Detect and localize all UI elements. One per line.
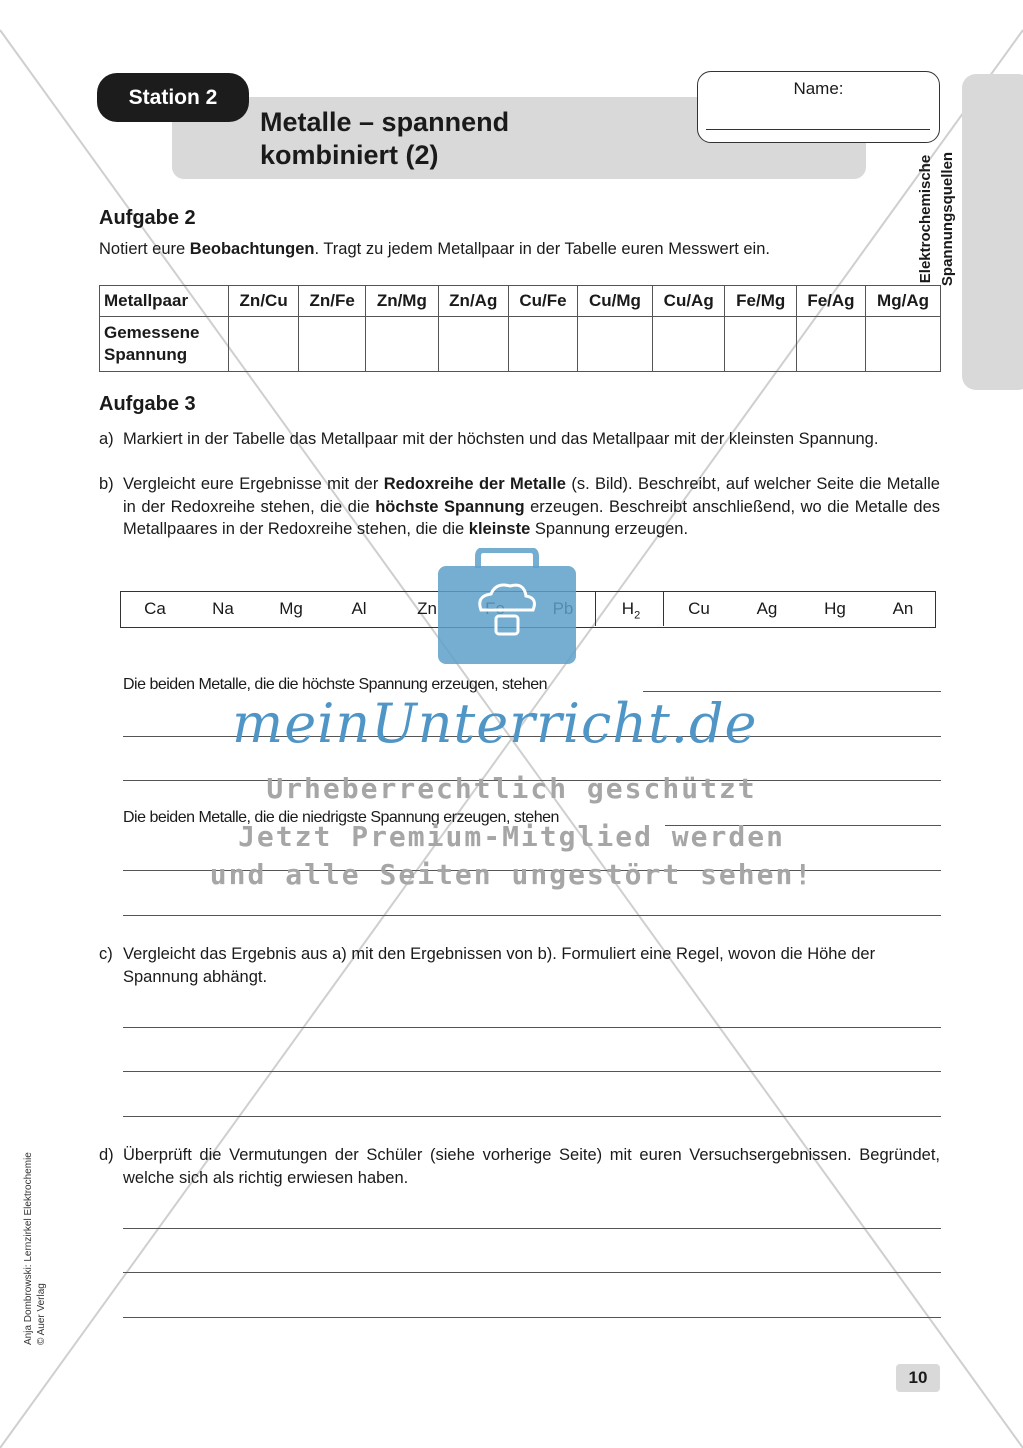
table-cell-pair: Cu/Mg: [578, 286, 653, 317]
task-a-text: Markiert in der Tabelle das Metallpaar mit der höchsten und das Metallpaar mit der kleinsten Spannung.: [123, 430, 879, 448]
task-b-label: b): [99, 475, 114, 493]
answer-line[interactable]: [123, 915, 941, 916]
redox-element: Zn: [417, 599, 437, 618]
voltage-input-cell[interactable]: [299, 317, 366, 372]
redox-element: An: [892, 599, 914, 618]
redox-element: Na: [212, 599, 234, 618]
measurement-table: [99, 285, 941, 372]
table-header-spannung: Gemessene Spannung: [100, 317, 229, 372]
heading-aufgabe-2: Aufgabe 2: [99, 207, 196, 229]
table-cell-pair: Zn/Ag: [438, 286, 508, 317]
voltage-input-cell[interactable]: [508, 317, 577, 372]
name-field[interactable]: [706, 129, 930, 130]
answer-line[interactable]: [123, 1317, 941, 1318]
voltage-input-cell[interactable]: [725, 317, 796, 372]
watermark-logo: meinUnterricht.de: [232, 692, 758, 755]
briefcase-icon: [436, 548, 578, 666]
prompt-highest-voltage: Die beiden Metalle, die die höchste Spannung erzeugen, stehen: [123, 676, 548, 693]
answer-line[interactable]: [123, 1272, 941, 1273]
table-header-metallpaar: Metallpaar: [100, 286, 229, 317]
redox-element: Mg: [279, 599, 303, 618]
page-title: Metalle – spannend kombiniert (2): [260, 107, 510, 170]
table-cell-pair: Fe/Ag: [796, 286, 865, 317]
watermark-line-1: Urheberrechtlich geschützt: [266, 772, 757, 805]
redox-element: Ag: [756, 599, 778, 618]
redox-element-h2: $H_2$: [621, 599, 641, 622]
task-d-label: d): [99, 1146, 114, 1164]
voltage-input-cell[interactable]: [438, 317, 508, 372]
voltage-input-cell[interactable]: [652, 317, 725, 372]
table-cell-pair: Cu/Fe: [508, 286, 577, 317]
redox-element: Al: [351, 599, 367, 618]
answer-line[interactable]: [123, 1071, 941, 1072]
watermark-line-2: Jetzt Premium-Mitglied werden: [238, 820, 785, 853]
redox-element: Ca: [144, 599, 166, 618]
voltage-input-cell[interactable]: [796, 317, 865, 372]
task-b-text: Vergleicht eure Ergebnisse mit der Redoxreihe der Metalle (s. Bild). Beschreibt, auf welcher Seite die Metalle in der Redoxreihe stehen, die die höchste Spannung erzeugen. Beschreibt anschließend, wo die Metalle des Metallpaares in der Redoxreihe stehen, die die kleinste Spannung erzeugen.: [123, 475, 940, 538]
table-cell-pair: Cu/Ag: [652, 286, 725, 317]
chapter-tab: [962, 74, 1023, 390]
task-c-label: c): [99, 945, 113, 963]
answer-line[interactable]: [123, 1027, 941, 1028]
aufgabe-2-intro: Notiert eure Beobachtungen. Tragt zu jedem Metallpaar in der Tabelle euren Messwert ein.: [99, 240, 770, 258]
station-badge: Station 2: [97, 73, 249, 122]
answer-line[interactable]: [123, 1228, 941, 1229]
name-label: Name:: [793, 79, 844, 98]
table-cell-pair: Mg/Ag: [866, 286, 941, 317]
table-cell-pair: Zn/Fe: [299, 286, 366, 317]
redox-divider: [663, 592, 664, 626]
answer-line[interactable]: [123, 1116, 941, 1117]
redox-divider: [595, 592, 596, 626]
voltage-input-cell[interactable]: [229, 317, 299, 372]
page-number: 10: [896, 1364, 940, 1392]
heading-aufgabe-3: Aufgabe 3: [99, 393, 196, 415]
task-a-label: a): [99, 430, 114, 448]
table-cell-pair: Fe/Mg: [725, 286, 796, 317]
table-cell-pair: Zn/Cu: [229, 286, 299, 317]
prompt-lowest-voltage: Die beiden Metalle, die die niedrigste Spannung erzeugen, stehen: [123, 809, 559, 826]
task-d-text: Überprüft die Vermutungen der Schüler (siehe vorherige Seite) mit euren Versuchsergebnissen. Begründet, welche sich als richtig erwiesen haben.: [123, 1146, 940, 1187]
redox-element: Hg: [824, 599, 846, 618]
voltage-input-cell[interactable]: [366, 317, 439, 372]
voltage-input-cell[interactable]: [866, 317, 941, 372]
watermark-line-3: und alle Seiten ungestört sehen!: [209, 858, 814, 891]
name-box: [697, 71, 940, 143]
task-c-text: Vergleicht das Ergebnis aus a) mit den Ergebnissen von b). Formuliert eine Regel, wovon die Höhe der Spannung abhängt.: [123, 945, 876, 986]
redox-element: Cu: [688, 599, 710, 618]
voltage-input-cell[interactable]: [578, 317, 653, 372]
table-cell-pair: Zn/Mg: [366, 286, 439, 317]
